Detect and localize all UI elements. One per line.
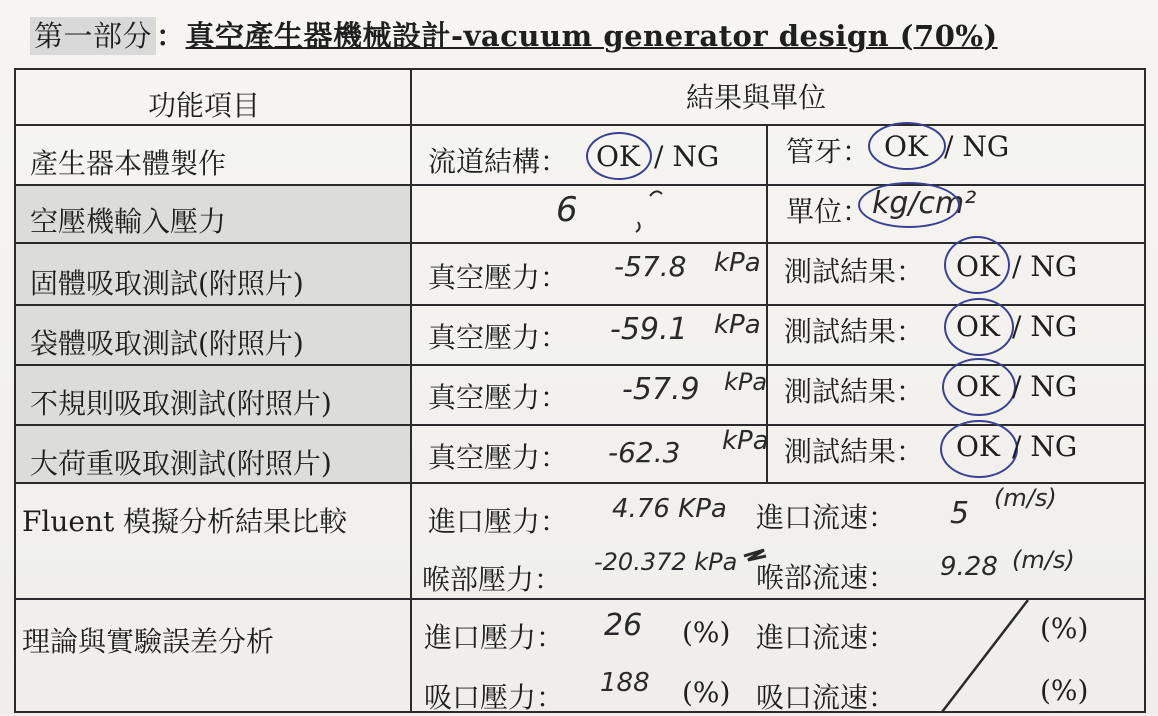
fluent-inlet-pressure-label: 進口壓力： bbox=[428, 505, 569, 538]
row-bag-label: 袋體吸取測試(附照片) bbox=[30, 327, 304, 360]
irregular-pressure-label: 真空壓力： bbox=[428, 381, 569, 414]
fluent-inlet-speed-unit: (m/s) bbox=[994, 484, 1057, 512]
solid-result-label: 測試結果： bbox=[784, 255, 925, 288]
row-compressor-label: 空壓機輸入壓力 bbox=[30, 205, 227, 238]
bag-pressure-label: 真空壓力： bbox=[428, 321, 569, 354]
error-suction-pressure-label: 吸口壓力： bbox=[424, 681, 565, 714]
fluent-throat-speed-unit: (m/s) bbox=[1012, 546, 1075, 574]
flow-ok: OK bbox=[596, 140, 640, 173]
row-fluent-label: Fluent 模擬分析結果比較 bbox=[22, 505, 348, 538]
error-suction-pressure-pct: (%) bbox=[682, 676, 731, 709]
fluent-throat-speed-value: 9.28 bbox=[940, 552, 998, 582]
heavy-ng: / NG bbox=[1012, 430, 1078, 463]
fluent-inlet-speed-value: 5 bbox=[950, 496, 970, 531]
fluent-throat-pressure-value: -20.372 kPa bbox=[594, 548, 738, 576]
thread-ng: / NG bbox=[944, 130, 1010, 163]
thread-ok: OK bbox=[884, 130, 928, 163]
flow-ng: / NG bbox=[654, 140, 720, 173]
error-slash-mark bbox=[942, 600, 1028, 712]
fluent-inlet-pressure-value: 4.76 KPa bbox=[612, 494, 727, 524]
row-irregular-label: 不規則吸取測試(附照片) bbox=[30, 387, 332, 420]
solid-pressure-label: 真空壓力： bbox=[428, 261, 569, 294]
compressor-caret-mark bbox=[650, 191, 662, 196]
fluent-inlet-speed-label: 進口流速： bbox=[756, 501, 897, 534]
row-error-label: 理論與實驗誤差分析 bbox=[22, 625, 275, 658]
error-suction-speed-label: 吸口流速： bbox=[756, 681, 897, 714]
irregular-result-label: 測試結果： bbox=[784, 375, 925, 408]
error-inlet-speed-label: 進口流速： bbox=[756, 621, 897, 654]
bag-result-label: 測試結果： bbox=[784, 315, 925, 348]
error-inlet-pressure-pct: (%) bbox=[682, 616, 731, 649]
irregular-pressure-value: -57.9 bbox=[622, 372, 700, 407]
fluent-throat-pressure-label: 喉部壓力： bbox=[422, 563, 563, 596]
throat-scribble-mark bbox=[744, 550, 766, 560]
header-result: 結果與單位 bbox=[686, 81, 827, 114]
error-suction-speed-pct: (%) bbox=[1040, 674, 1089, 707]
compressor-comma-mark bbox=[636, 222, 640, 232]
error-inlet-pressure-value: 26 bbox=[604, 608, 643, 643]
error-inlet-speed-pct: (%) bbox=[1040, 612, 1089, 645]
header-item: 功能項目 bbox=[148, 89, 261, 122]
flow-structure-label: 流道結構： bbox=[428, 145, 569, 178]
section-colon: ： bbox=[156, 19, 186, 53]
row-body-label: 產生器本體製作 bbox=[30, 147, 227, 180]
bag-ng: / NG bbox=[1012, 310, 1078, 343]
fluent-throat-speed-label: 喉部流速： bbox=[756, 561, 897, 594]
heavy-pressure-value: -62.3 bbox=[608, 436, 681, 469]
solid-ng: / NG bbox=[1012, 250, 1078, 283]
compressor-value: 6 bbox=[556, 190, 578, 230]
compressor-unit-label: 單位： bbox=[786, 195, 871, 228]
heavy-pressure-label: 真空壓力： bbox=[428, 441, 569, 474]
solid-pressure-value: -57.8 bbox=[614, 250, 687, 283]
thread-label: 管牙： bbox=[786, 135, 871, 168]
heavy-result-label: 測試結果： bbox=[784, 435, 925, 468]
compressor-unit-value: kg/cm² bbox=[872, 186, 977, 221]
bag-pressure-unit: kPa bbox=[714, 310, 761, 340]
error-inlet-pressure-label: 進口壓力： bbox=[424, 621, 565, 654]
heavy-pressure-unit: kPa bbox=[722, 426, 769, 456]
row-heavy-label: 大荷重吸取測試(附照片) bbox=[30, 447, 332, 480]
section-main-title: 真空產生器機械設計-vacuum generator design (70%) bbox=[185, 19, 998, 53]
bag-ok: OK bbox=[956, 310, 1000, 343]
irregular-pressure-unit: kPa bbox=[724, 368, 768, 396]
solid-pressure-unit: kPa bbox=[714, 248, 761, 278]
row-solid-label: 固體吸取測試(附照片) bbox=[30, 267, 304, 300]
irregular-ok: OK bbox=[956, 370, 1000, 403]
error-suction-pressure-value: 188 bbox=[600, 668, 650, 698]
heavy-ok: OK bbox=[956, 430, 1000, 463]
irregular-ng: / NG bbox=[1012, 370, 1078, 403]
bag-pressure-value: -59.1 bbox=[610, 312, 688, 347]
solid-ok: OK bbox=[956, 250, 1000, 283]
section-prefix: 第一部分 bbox=[30, 17, 156, 55]
